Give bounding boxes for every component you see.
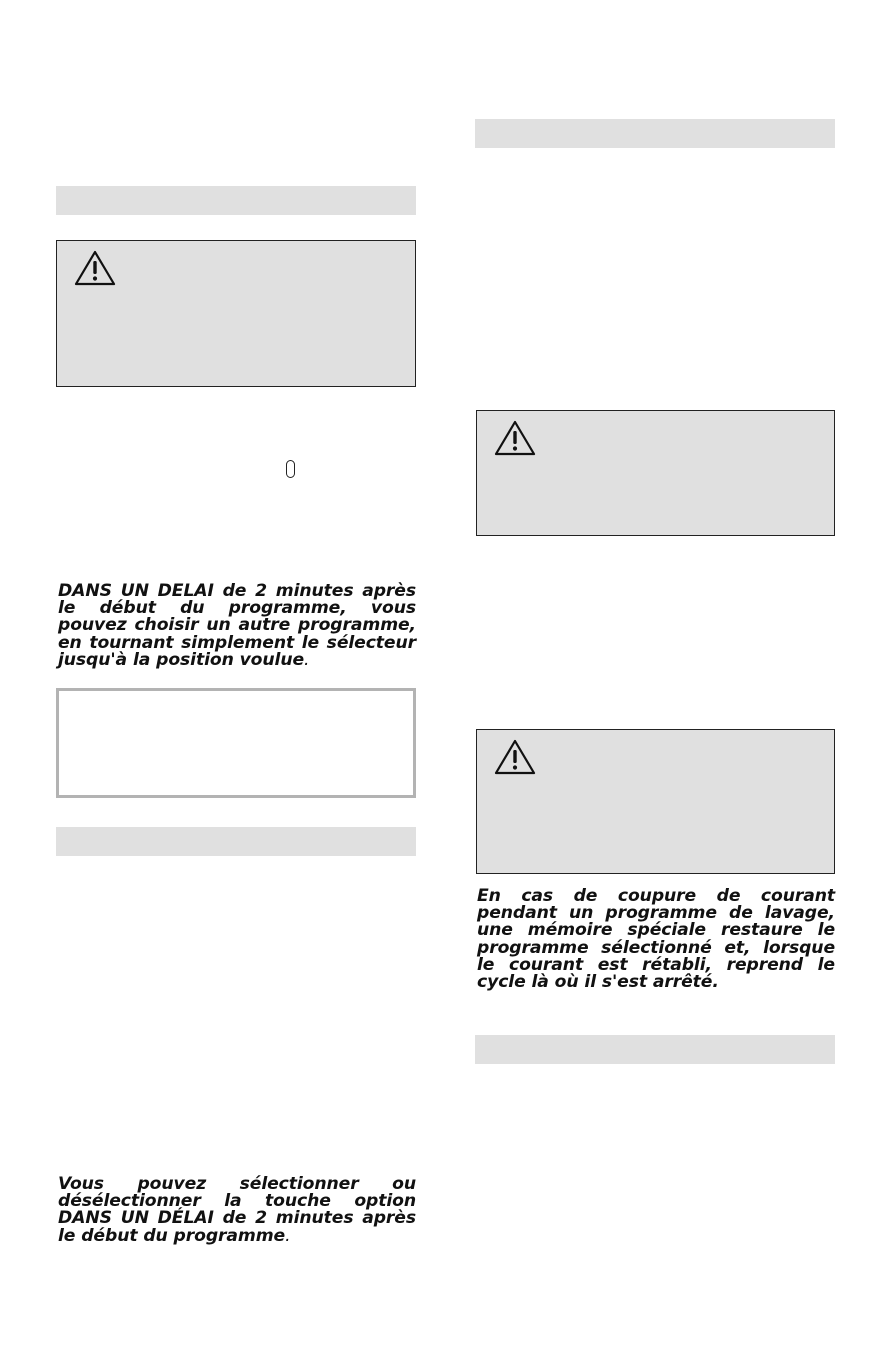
warning-triangle-icon	[493, 738, 537, 776]
paragraph-option-key-text: Vous pouvez sélectionner ou désélectionner la touche option DANS UN DÉLAI de 2 minutes après le début du programme	[58, 1174, 416, 1246]
paragraph-option-key-end: .	[285, 1225, 291, 1246]
paragraph-program-change-text: DANS UN DELAI de 2 minutes après le début du programme, vous pouvez choisir un autre programme, en tournant simplement le sélecteur jusqu'à la position voulue	[58, 581, 416, 670]
section-header-bar	[475, 119, 835, 148]
section-header-bar	[56, 827, 416, 856]
position-zero-icon	[286, 460, 295, 478]
paragraph-option-key	[58, 1176, 416, 1245]
paragraph-program-change	[58, 583, 416, 669]
warning-box	[476, 729, 835, 874]
warning-triangle-icon	[73, 249, 117, 287]
warning-box	[56, 240, 416, 387]
warning-triangle-icon	[493, 419, 537, 457]
paragraph-power-cut-text: En cas de coupure de courant pendant un programme de lavage, une mémoire spéciale restaure le programme sélectionné et, lorsque le courant est rétabli, reprend le cycle là où il s'est arrêté.	[477, 886, 835, 993]
section-header-bar	[475, 1035, 835, 1064]
note-box	[56, 688, 416, 798]
paragraph-power-cut	[477, 888, 835, 991]
warning-box	[476, 410, 835, 536]
section-header-bar	[56, 186, 416, 215]
paragraph-program-change-end: .	[304, 649, 310, 670]
